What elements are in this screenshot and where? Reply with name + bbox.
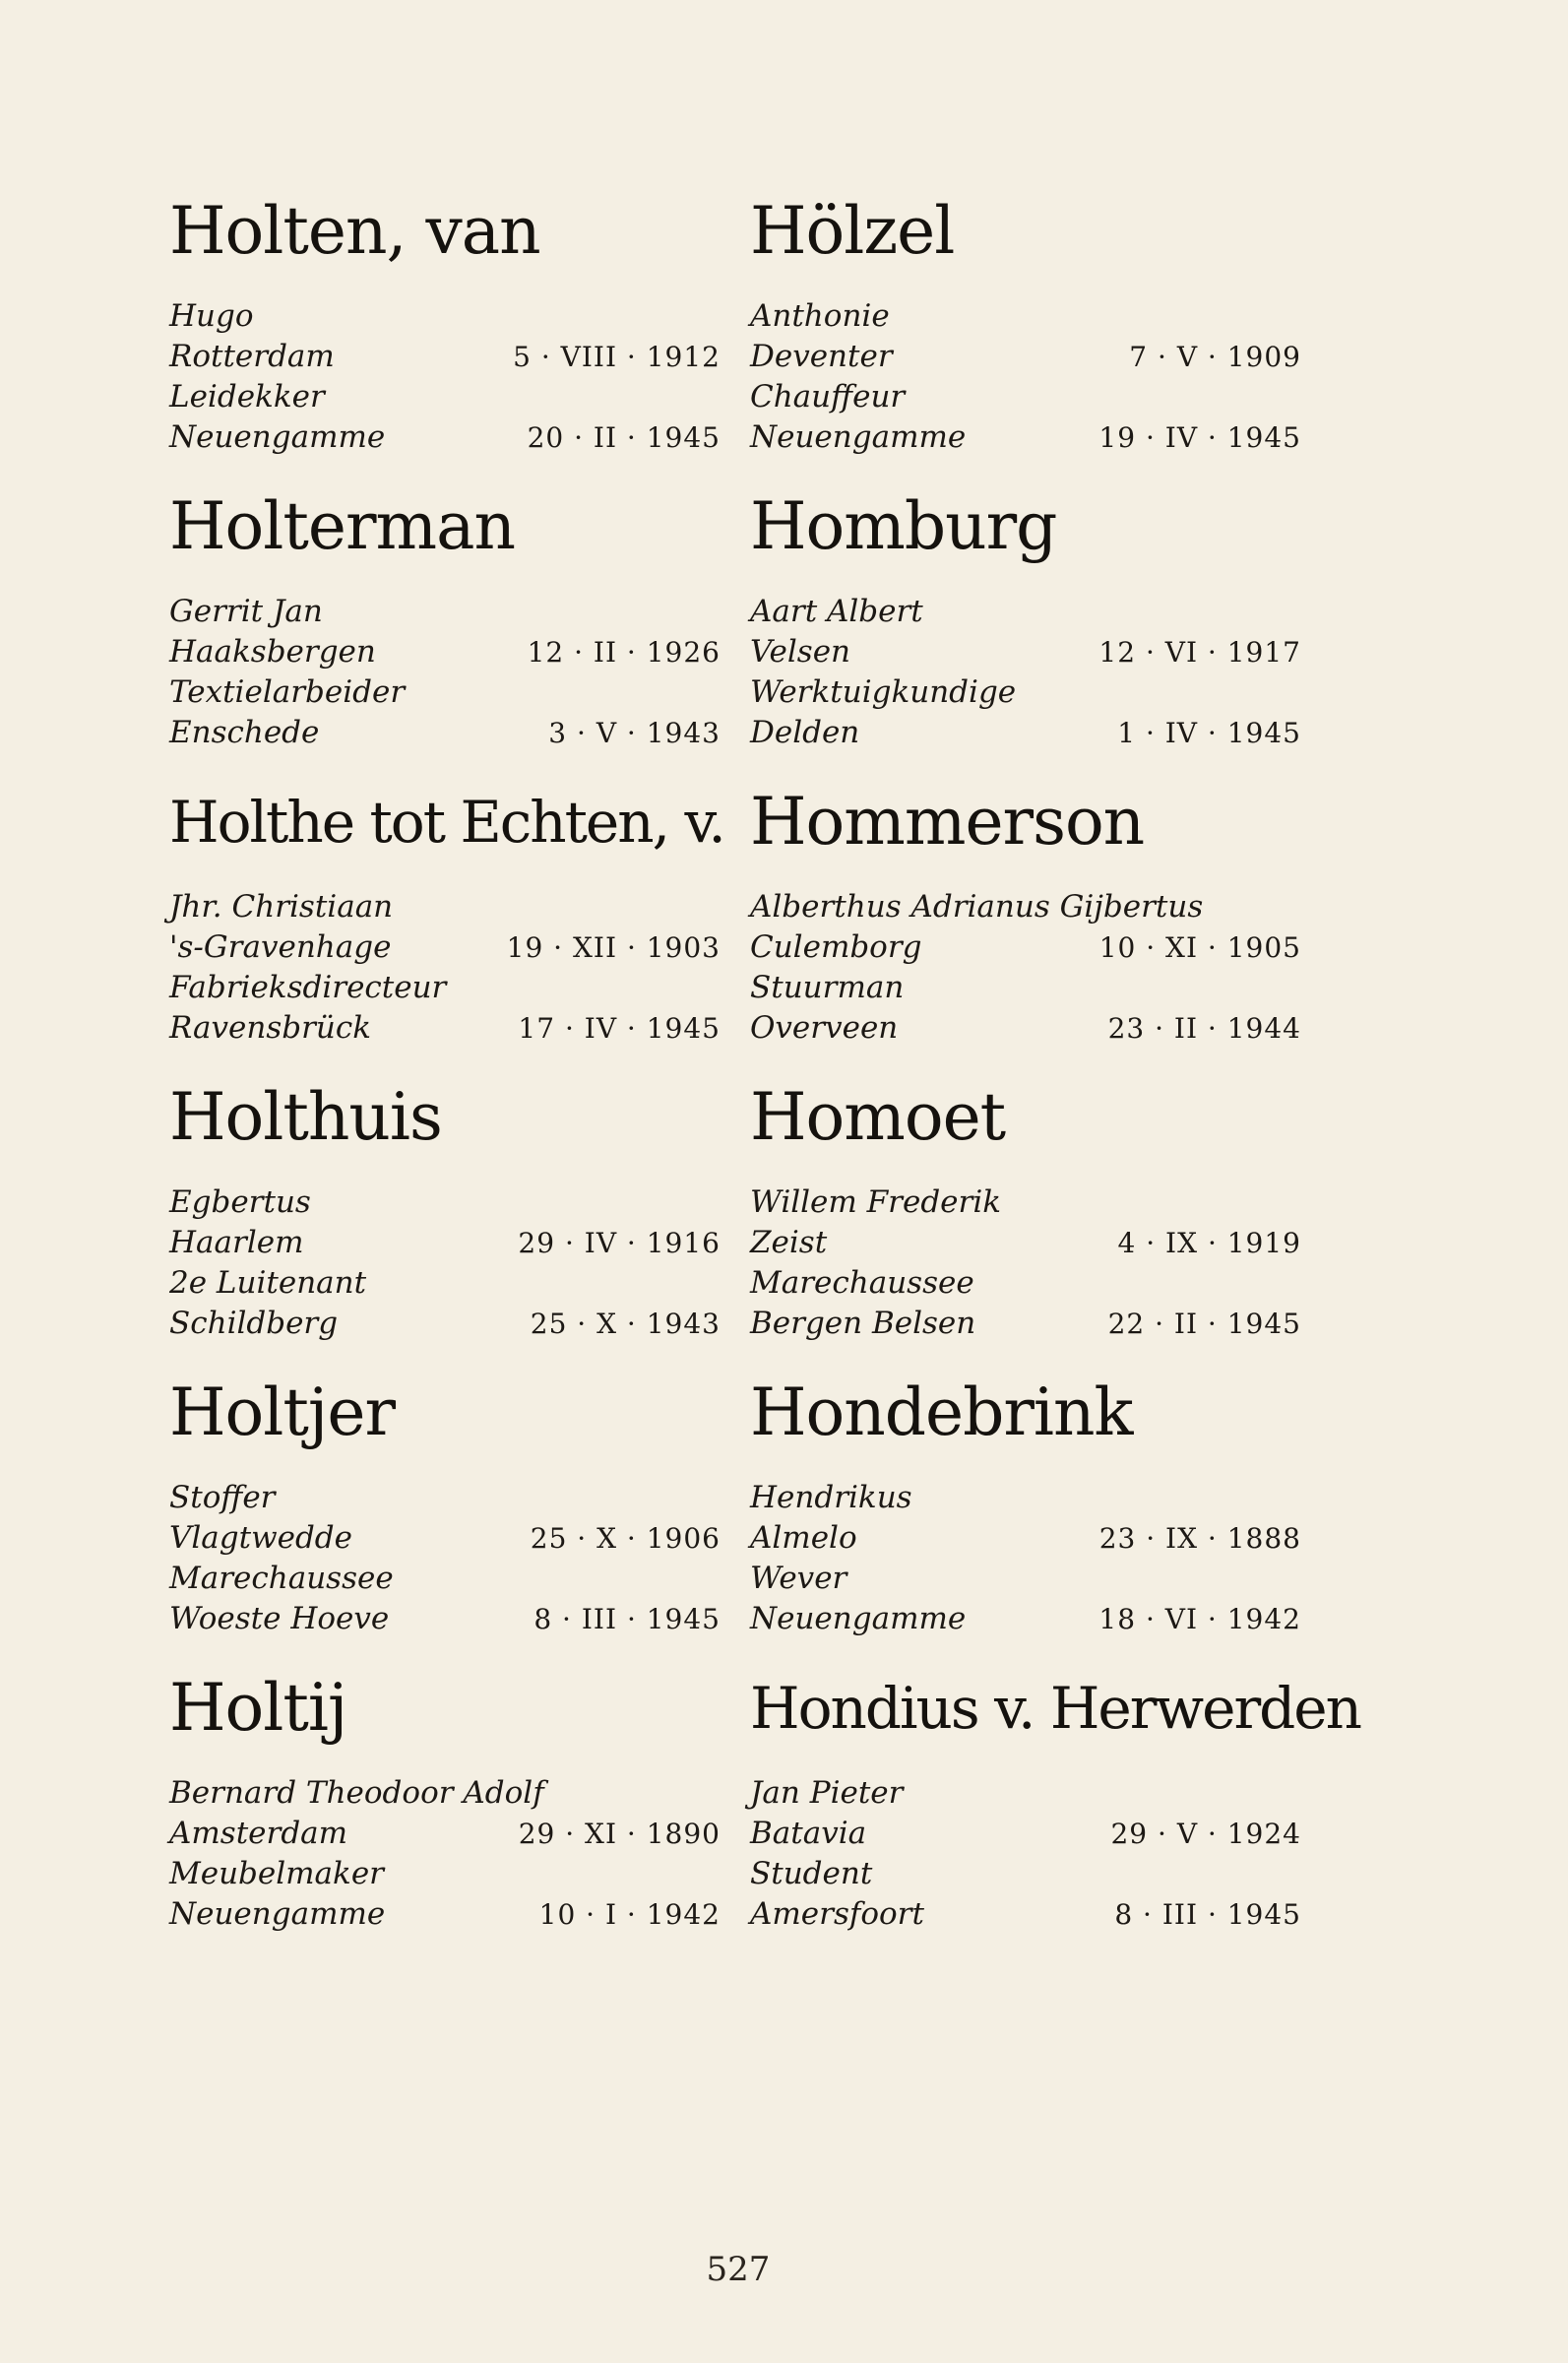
death-date: 22 · II · 1945 bbox=[1107, 1308, 1301, 1340]
birth-place: Deventer bbox=[750, 339, 893, 374]
given-names: Egbertus bbox=[169, 1184, 311, 1220]
death-date: 8 · III · 1945 bbox=[533, 1603, 721, 1635]
occupation: Marechaussee bbox=[750, 1265, 974, 1301]
death-place: Neuengamme bbox=[750, 419, 967, 455]
death-place: Overveen bbox=[750, 1010, 899, 1046]
occupation-line bbox=[750, 1263, 1301, 1304]
surname: Holtij bbox=[169, 1670, 347, 1746]
death-place: Woeste Hoeve bbox=[169, 1601, 390, 1636]
given-names: Stoffer bbox=[169, 1480, 276, 1515]
occupation-line bbox=[169, 1559, 721, 1599]
birth-date: 29 · IV · 1916 bbox=[518, 1227, 721, 1259]
death-line bbox=[750, 713, 1301, 753]
given-names: Willem Frederik bbox=[750, 1184, 1002, 1220]
given-names-line bbox=[169, 1182, 721, 1223]
entry-homoet bbox=[750, 1078, 1301, 1344]
birth-date: 4 · IX · 1919 bbox=[1117, 1227, 1301, 1259]
birth-line bbox=[169, 632, 721, 672]
birth-place: Amsterdam bbox=[169, 1816, 348, 1851]
surname: Hondebrink bbox=[750, 1374, 1133, 1450]
given-names: Hendrikus bbox=[750, 1480, 912, 1515]
birth-date: 12 · II · 1926 bbox=[527, 636, 721, 669]
birth-place: Batavia bbox=[750, 1816, 867, 1851]
death-date: 19 · IV · 1945 bbox=[1098, 421, 1301, 454]
birth-place: Rotterdam bbox=[169, 339, 335, 374]
occupation: Marechaussee bbox=[169, 1561, 394, 1596]
birth-line bbox=[750, 632, 1301, 672]
page-number: 527 bbox=[706, 2250, 771, 2289]
surname: Hondius v. Herwerden bbox=[750, 1675, 1360, 1742]
death-line bbox=[169, 1304, 721, 1344]
given-names-line bbox=[750, 296, 1301, 337]
death-date: 3 · V · 1943 bbox=[548, 717, 721, 749]
birth-line bbox=[750, 1814, 1301, 1854]
birth-date: 29 · V · 1924 bbox=[1110, 1818, 1301, 1850]
given-names: Jhr. Christiaan bbox=[169, 889, 394, 925]
occupation: Student bbox=[750, 1856, 873, 1891]
occupation: Stuurman bbox=[750, 970, 905, 1005]
occupation: Wever bbox=[750, 1561, 847, 1596]
surname: Hölzel bbox=[750, 193, 955, 269]
surname: Holthuis bbox=[169, 1079, 442, 1155]
death-line bbox=[750, 1304, 1301, 1344]
birth-date: 5 · VIII · 1912 bbox=[513, 341, 721, 373]
given-names-line bbox=[750, 1182, 1301, 1223]
given-names-line bbox=[169, 592, 721, 632]
surname: Holtjer bbox=[169, 1374, 395, 1450]
occupation-line bbox=[169, 968, 721, 1008]
death-place: Bergen Belsen bbox=[750, 1306, 976, 1341]
death-line bbox=[169, 1599, 721, 1639]
birth-line bbox=[750, 1518, 1301, 1559]
birth-line bbox=[750, 1223, 1301, 1263]
occupation: Fabrieksdirecteur bbox=[169, 970, 447, 1005]
occupation: Chauffeur bbox=[750, 379, 906, 415]
death-place: Schildberg bbox=[169, 1306, 339, 1341]
death-line bbox=[750, 1894, 1301, 1935]
entry-hondius-v-herwerden bbox=[750, 1669, 1360, 1935]
death-line bbox=[169, 713, 721, 753]
given-names: Gerrit Jan bbox=[169, 594, 323, 629]
death-place: Ravensbrück bbox=[169, 1010, 372, 1046]
birth-place: Zeist bbox=[750, 1225, 828, 1260]
entry-homburg bbox=[750, 487, 1301, 753]
death-date: 18 · VI · 1942 bbox=[1098, 1603, 1301, 1635]
given-names: Anthonie bbox=[750, 298, 890, 334]
entry-holthe-tot-echten bbox=[169, 783, 724, 1049]
birth-line bbox=[169, 1223, 721, 1263]
occupation: Meubelmaker bbox=[169, 1856, 384, 1891]
entry-hommerson bbox=[750, 783, 1301, 1049]
birth-date: 23 · IX · 1888 bbox=[1098, 1522, 1301, 1555]
given-names: Hugo bbox=[169, 298, 254, 334]
birth-line bbox=[169, 337, 721, 377]
surname: Homburg bbox=[750, 488, 1057, 564]
occupation: Textielarbeider bbox=[169, 674, 406, 710]
death-date: 10 · I · 1942 bbox=[538, 1898, 721, 1931]
death-place: Neuengamme bbox=[169, 419, 386, 455]
occupation-line bbox=[169, 1854, 721, 1894]
given-names: Jan Pieter bbox=[750, 1775, 904, 1811]
birth-date: 25 · X · 1906 bbox=[530, 1522, 721, 1555]
birth-place: Culemborg bbox=[750, 929, 922, 965]
death-line bbox=[750, 417, 1301, 458]
given-names-line bbox=[750, 1478, 1301, 1518]
entry-hondebrink bbox=[750, 1373, 1301, 1639]
occupation-line bbox=[750, 672, 1301, 713]
birth-date: 7 · V · 1909 bbox=[1129, 341, 1301, 373]
death-line bbox=[750, 1008, 1301, 1049]
occupation-line bbox=[750, 968, 1301, 1008]
birth-place: Haarlem bbox=[169, 1225, 304, 1260]
entry-holtij bbox=[169, 1669, 721, 1935]
death-date: 17 · IV · 1945 bbox=[518, 1012, 721, 1045]
death-place: Delden bbox=[750, 715, 860, 750]
entry-holtjer bbox=[169, 1373, 721, 1639]
given-names: Aart Albert bbox=[750, 594, 923, 629]
birth-place: Vlagtwedde bbox=[169, 1520, 352, 1556]
birth-place: 's-Gravenhage bbox=[169, 929, 392, 965]
occupation: Leidekker bbox=[169, 379, 325, 415]
birth-place: Almelo bbox=[750, 1520, 857, 1556]
given-names-line bbox=[169, 887, 721, 927]
death-place: Enschede bbox=[169, 715, 320, 750]
given-names-line bbox=[169, 1478, 721, 1518]
given-names: Bernard Theodoor Adolf bbox=[169, 1775, 544, 1811]
death-place: Neuengamme bbox=[750, 1601, 967, 1636]
birth-date: 29 · XI · 1890 bbox=[518, 1818, 721, 1850]
birth-date: 19 · XII · 1903 bbox=[506, 931, 721, 964]
given-names-line bbox=[750, 887, 1301, 927]
death-line bbox=[169, 1894, 721, 1935]
death-place: Neuengamme bbox=[169, 1896, 386, 1932]
birth-line bbox=[750, 927, 1301, 968]
birth-line bbox=[750, 337, 1301, 377]
occupation-line bbox=[750, 1854, 1301, 1894]
given-names-line bbox=[750, 592, 1301, 632]
death-line bbox=[169, 417, 721, 458]
occupation-line bbox=[750, 377, 1301, 417]
occupation-line bbox=[169, 1263, 721, 1304]
given-names: Alberthus Adrianus Gijbertus bbox=[750, 889, 1204, 925]
given-names-line bbox=[169, 1773, 721, 1814]
death-date: 1 · IV · 1945 bbox=[1117, 717, 1301, 749]
death-date: 8 · III · 1945 bbox=[1114, 1898, 1301, 1931]
birth-line bbox=[169, 927, 721, 968]
given-names-line bbox=[750, 1773, 1301, 1814]
birth-place: Haaksbergen bbox=[169, 634, 376, 670]
death-date: 23 · II · 1944 bbox=[1107, 1012, 1301, 1045]
birth-line bbox=[169, 1814, 721, 1854]
entry-holzel bbox=[750, 192, 1301, 458]
occupation-line bbox=[750, 1559, 1301, 1599]
given-names-line bbox=[169, 296, 721, 337]
occupation: Werktuigkundige bbox=[750, 674, 1017, 710]
surname: Hommerson bbox=[750, 784, 1145, 860]
death-line bbox=[169, 1008, 721, 1049]
birth-place: Velsen bbox=[750, 634, 851, 670]
death-date: 25 · X · 1943 bbox=[530, 1308, 721, 1340]
birth-date: 10 · XI · 1905 bbox=[1098, 931, 1301, 964]
surname: Holten, van bbox=[169, 193, 540, 269]
death-date: 20 · II · 1945 bbox=[527, 421, 721, 454]
surname: Homoet bbox=[750, 1079, 1006, 1155]
death-place: Amersfoort bbox=[750, 1896, 924, 1932]
occupation: 2e Luitenant bbox=[169, 1265, 367, 1301]
entry-holterman bbox=[169, 487, 721, 753]
entry-holten-van bbox=[169, 192, 721, 458]
surname: Holterman bbox=[169, 488, 515, 564]
occupation-line bbox=[169, 377, 721, 417]
birth-date: 12 · VI · 1917 bbox=[1098, 636, 1301, 669]
surname: Holthe tot Echten, v. bbox=[169, 789, 724, 856]
death-line bbox=[750, 1599, 1301, 1639]
occupation-line bbox=[169, 672, 721, 713]
entry-holthuis bbox=[169, 1078, 721, 1344]
birth-line bbox=[169, 1518, 721, 1559]
